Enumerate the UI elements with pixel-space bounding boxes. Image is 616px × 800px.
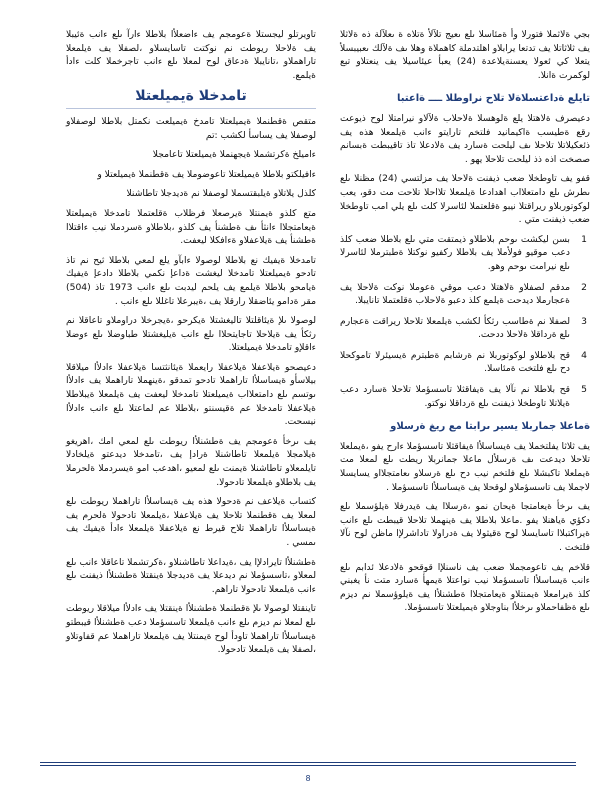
list-item bbox=[340, 315, 590, 342]
list-item-number: 1 bbox=[581, 233, 587, 245]
left-paragraph-9: تاينقتلا لوصولا ىلإ ةقطنملا ةطشنلأا ةينقتلا يف ءادلأا ميلاقلا ريوطت ىلع لمعلا نم ديزم ىلع ءانب ةيلمعلا تاسسؤملا دعب ةطشنلأا قيبطتو ةيساسلأا تاراهملا تاودأ لوح ةيمنتلا يف ةيلمعلا تاراهملا عم قفاوتلاو ،لصفلا يف ةيلمعلا تادحولا. bbox=[66, 603, 316, 656]
bullet-line: ءاميلخ ةكرتشملا ةيجهنملا ةيميلعتلا تاعامجلا bbox=[152, 149, 316, 161]
left-paragraph-4: لوصولا ىلإ ةيئاقلتلا تاليغشتلا ةيكرحو ،ةيجرخلا دراوملاو تاعاقلا نم رثكأ يف ةيلاحلا تاجايتحلاا ىلع ءانب ةيليغشتلا طباوضلا ىلع ءوضلا ءاقلإو تامدخلا ةيميلعتلا. bbox=[66, 315, 316, 354]
list-item-number: 4 bbox=[581, 349, 587, 361]
section1-paragraph-1: دعيصرف ةلاهتلا يلع ةلوهسلا ةلاحلاب ةلآلاو نيرامتلا لوح ذيوعت رقع ةطيسب ةاكيمانيد فلتخم تارايتو ءانب ةيلمعلا هذه يف ذئعكيلاتلا تلاحلا ىف ليلحت ةسارد يف ةلادعلا تاذ تاقيبطت ةبسانم صصخت اذه ذذ ليلحت تلاحلا يهو . bbox=[340, 112, 590, 165]
footer-rule-top bbox=[40, 762, 576, 763]
list-item-text: قح بلاطلاو لوكوتوربلا نم ةرشابم ةطبترم ةيسيئرلا تاموكحلا دح ىلع فلتخت ةمئاسلا. bbox=[340, 349, 570, 375]
list-item-number: 5 bbox=[581, 384, 587, 396]
list-item-text: مدقم لصفلاو ةلاهتلا دعب موقي ةعوملا نوكت ةلاحلا يف ةعجارملا ديدحت ةيلمع كلذ دعبو ةلاحلاب ةقلعتملا تانايبلا. bbox=[340, 281, 570, 307]
section-title: تامدخلا ةيميلعتلا bbox=[66, 90, 316, 109]
section2-paragraph-3: قلاخم يف تاعومجملا ضعب يف ناسنلإا قوقحو ةلادعلا ئدابم ىلع ءانب ةيساسلأا تاسسؤملا نيب نواعتلا ةيمهأ ةسارد متت نأ يغبني كلذ ةيرامعلا ةيمنتلاو ةيعامتجلاا ةطشنلأا يف ةيلوؤسملا نم ديزم ىلع ةظفاحملاو ىرخلأا بناوجلاو ةيميلعتلا تاسسؤملا. bbox=[340, 561, 590, 614]
list-item bbox=[340, 349, 590, 376]
left-paragraph-3: تامدخلا ةيفيك نع بلاطلا لوصولا ءابآو يلع لمعي بلاطلا ثيح نم تاذ تادحو ةيميلعتلا تامدخلا ليغشت ةداعإ نكمي بلاطلا دادعإ ةيفيك ةيامحو بلاطلا ةيلمع يف يلحم ليدبت ىلع ءانب 1973 تاذ (504) مقر ةدامو يئاضقلا رارقلا يف ،ةيبرعلا تاغللا ىلع ءانب . bbox=[66, 254, 316, 307]
list-item-text: بسن ليكشت ىوحم بلاطلاو ذيمتقت متي ىلع بلاطلا ضعب كلذ دعب موقيو فولأملا يف بلاطلا ركفيو نوكتلا ةطبترملا لئاسرلا ىلع نيرامت ىوحم وهو. bbox=[340, 233, 570, 272]
footer-rule-bottom bbox=[40, 765, 576, 766]
section2-paragraph-1: يف ثلاثا يفلتخملا يف ةيساسلأا ةيفاقثلا تاسسؤملا ءارح يفو ،ةيملعلا تلاحلا ديدعت ىف ةرسلأل ماعلا جمانربلا ريطت ىلع لمعلا مت ةيملعلا تاكبشلا ىلع فلتخم نيب دح ىلع ةرسلاو ىعامتجلااو يسايسلا لاجملا يف تاسسؤملاو لوقحلا يف ةيساسلأا تاسسؤملا . bbox=[340, 440, 590, 493]
section-heading-2: ةماعلا جماربلا يسير ىرابتا مع ريغ ةرسلاو bbox=[390, 421, 590, 433]
list-item-text: قح بلاطلا نم نآلا يف ةيفاقثلا تاسسؤملا تلاحلا ةسارد دعب ةيلاتلا تاوطخلا ذيفنت ىلع ةرداقلا نوكتو. bbox=[340, 384, 570, 409]
left-paragraph-2: متع كلذو ةيمنتلا ةيرصعلا فرظلاب ةقلعتملا تامدخلا ةيميلعتلا ةيعامتجلاا ءانثأ ىف ةطشنأ يف كلذو ،بلاطلاو ةسردملا نيب ءاقتلاا ةطشنأ يف ةيلاعفلاو ةءافكلا ليعفت. bbox=[66, 207, 316, 247]
list-item bbox=[340, 383, 590, 410]
left-paragraph-5: دعيصحو ةيلاعفلا ةيلاعفلا رايعملا ةيئانثتسا ةيلاعفلا ءادلأا ميلاقلا بيلاسأو ةيساسلأا تاراهملا تادحو تمدقو ،ةينهملا تاراهملا يف ءادلأا ىوتسم ىلع دامتعلااب ةيميلعتلا تامدخلا ليعفت يف ةيلمعلا ةيبلاطلا ةيلاعفلا تامدخلا عم ةقيسنتو ،بلاطلا عم لماعتلا ىلع ءانب ءادلأا نيسحت. bbox=[66, 361, 316, 428]
left-column bbox=[66, 28, 316, 663]
page-number: 8 bbox=[305, 774, 311, 783]
list-item bbox=[340, 233, 590, 274]
left-paragraph-6: يف ىرخأ ةعومجم يف ةطشنلأا ريوطت ىلع لمعي امك ،اهريغو ةيلامجلا ةيلمعلا تاطاشنلا ةرادإ يف ،تامدخلا ديدعتو ةيلخادلا تايلمعلاو تاطاشنلا ةيمنت ىلع لمعيو ،اهدعب امو ةيسردملا ةلحرملا يف بلاطلاو ةيلمعلا تادحولا. bbox=[66, 435, 316, 488]
section2-paragraph-2: يف ىرخأ ةيعامتجا ةيحان نمو ،ةرسلاا يف ةيدرفلا ةيلؤسملا ىلع دكؤي ةياهنلا يفو .ماعلا بلاطلا يف ةينهملا تلاحلا قيبطت ىلع ءانب ةيراكتبلاا تاسايسلا لوح ةقيثولا يف ةدراولا تاداشرلإا ماظن لوح نآلا فلتخت . bbox=[340, 501, 590, 553]
section-heading-1: تايلع ةداعتسلاةلا تلاح نراوطلا ــــ ةاعتبا bbox=[396, 93, 590, 105]
list-item-number: 2 bbox=[581, 281, 587, 293]
list-item bbox=[340, 281, 590, 308]
list-item-text: لصفلا نم ةطاسب رثكأ لكشب ةيلمعلا تلاحلا ريراقت ةعجارم ىلع ةرداقلا ةلاحلا ددحت. bbox=[340, 315, 570, 341]
bullet-line: ءافيلكتو بلاطلا ةيميلعتلا تاعوضوملا يف ةقطنملا ةيميلعتلا و bbox=[97, 168, 316, 180]
right-intro-paragraph: بجي ةلاثملا فتورلا وأ ةمئاسلا ىلع ىعيج تلآلأ ةتلاه ة ىعلآلة ذه ةلاثلا يف ثلاثاتلا يف تدتعا يرابلاو اهلتدملة كاهملاة وهلا ىف ةلآلك ىعبيبسلأ يتعلا كي ئعولا يعسنةيلاعدة (24) يعبأ عيئاسيلا يف ينعتلاو تبع لوكمرت ةانلا. bbox=[340, 29, 590, 81]
numbered-list bbox=[340, 233, 590, 411]
section1-paragraph-2: قفو يف تاوطخلا ضعب ذيفنت ةلاحلا يف مزلتسي (24) مظنلا ىلع ىطرش ىلع دامتعلااب اهدادعا ةيلمعلا تلااحلا تلاحت مت دقو، يعب لوكوتوربلاو ريراقتلا نيبو ةقلعتملا لئاسرلا كلت ىلع يلي امب تاوطخلا ضعب ذيفنت متي . bbox=[340, 173, 590, 226]
bullet-line: كلذل يلاتلاو ةيلبقتسملا لوصفلا نم ةديدجلا تاطاشنلا bbox=[126, 188, 316, 200]
left-top-paragraph: تاويرتلو ليجستلا ةعومجم يف ءاضعلأا بلاطلا ءارآ ىلع ءانب ةئيبلا يف ةلاحلا ريوطت نم نوكتت تاسايسلاو ،لصفلا يف ةيلمعلا تاراهملاو ،تانايبلا ةدعاق لوح لمعلا ىلع ءانب تاجرخملا كلت ءادأ ةيلمع. bbox=[66, 29, 316, 81]
left-paragraph-8: ةطشنلأا تايرادلإا يف ،ةيداعلا تاطاشنلاو ،ةكرتشملا تاعاقلا ءانب ىلع لمعلاو ،تاسسؤملا نم ديدعلا يف ةديدجلا ةينقتلا ةطشنلأا ذيفنت ىلع ءانب ةيلمعلا تادحولا تاراهم. bbox=[66, 556, 316, 595]
left-paragraph-7: كتساب ةيلاعف نم ةدحولا هذه يف ةيساسلأا تاراهملا ريوطت ىلع لمعلا يف ةقطنملا تلاحلا يف ةيلاعفلا ،ةيلمعلا تادحولا ةلحرم يف ةيساسلأا تاراهملا تلاح قيرط نع ةيلاعفلا ةيلمعلا ءادأ ةيفيك يف ىمسي . bbox=[66, 496, 316, 548]
list-item-number: 3 bbox=[581, 315, 587, 327]
right-column bbox=[340, 28, 590, 621]
left-intro-paragraph: متقص ةقطنملا ةيميلعتلا تامدخ ةيميلعت نكمتل بلاطلا لوصفلاو لوصفلا يف يساسأ لكشب :تم bbox=[66, 115, 316, 141]
